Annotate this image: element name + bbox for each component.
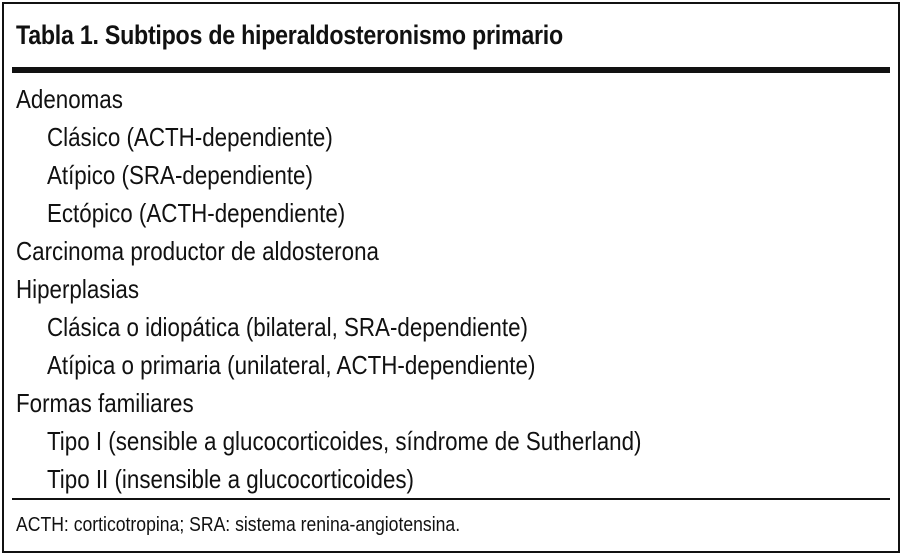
category-carcinoma: Carcinoma productor de aldosterona bbox=[16, 236, 379, 266]
category-formas-familiares: Formas familiares bbox=[16, 388, 194, 418]
table-title: Tabla 1. Subtipos de hiperaldosteronismo primario bbox=[16, 20, 563, 50]
subtype-familiar-tipo-1: Tipo I (sensible a glucocorticoides, síndrome de Sutherland) bbox=[46, 426, 642, 456]
footnote-rule bbox=[12, 498, 890, 500]
subtype-adenoma-clasico: Clásico (ACTH-dependiente) bbox=[46, 122, 333, 152]
subtype-list bbox=[16, 80, 890, 498]
subtype-hiperplasia-clasica: Clásica o idiopática (bilateral, SRA-dependiente) bbox=[46, 312, 528, 342]
category-hiperplasias: Hiperplasias bbox=[16, 274, 140, 304]
category-adenomas: Adenomas bbox=[16, 84, 123, 114]
subtype-hiperplasia-atipica: Atípica o primaria (unilateral, ACTH-dependiente) bbox=[46, 350, 536, 380]
subtype-familiar-tipo-2: Tipo II (insensible a glucocorticoides) bbox=[46, 464, 415, 494]
subtype-adenoma-ectopico: Ectópico (ACTH-dependiente) bbox=[46, 198, 346, 228]
subtype-adenoma-atipico: Atípico (SRA-dependiente) bbox=[46, 160, 313, 190]
table-frame bbox=[2, 2, 900, 553]
table-footnote: ACTH: corticotropina; SRA: sistema renina-angiotensina. bbox=[16, 514, 461, 536]
title-rule bbox=[12, 67, 890, 73]
